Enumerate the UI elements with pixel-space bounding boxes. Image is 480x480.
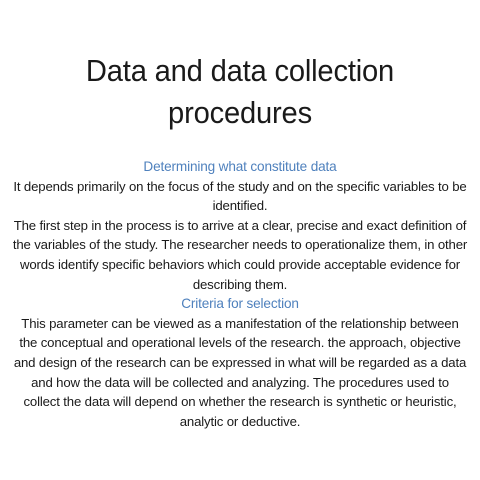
paragraph-parameter: This parameter can be viewed as a manifestation of the relationship between the conceptual and operational levels of the research. the approach, objective and design of the research can be expressed in what will be regarded as a data and how the data will be collected and analyzing. The procedures used to collect the data will depend on whether the research is synthetic or heuristic, analytic or deductive. xyxy=(13,315,467,429)
paragraph-focus-of-study: It depends primarily on the focus of the study and on the specific variables to be identified. xyxy=(13,178,467,214)
paragraph-first-step: The first step in the process is to arrive at a clear, precise and exact definition of the variables of the study. The researcher needs to operationalize them, in other words identify specific behaviors which could provide acceptable evidence for describing them. xyxy=(12,217,468,292)
slide-body xyxy=(12,157,468,431)
slide-title-line-1: Data and data collection xyxy=(85,53,395,88)
slide-title-line-2: procedures xyxy=(168,95,312,130)
section-heading-determining-data: Determining what constitute data xyxy=(143,159,337,174)
slide-title xyxy=(52,50,428,134)
section-heading-criteria: Criteria for selection xyxy=(181,296,299,312)
